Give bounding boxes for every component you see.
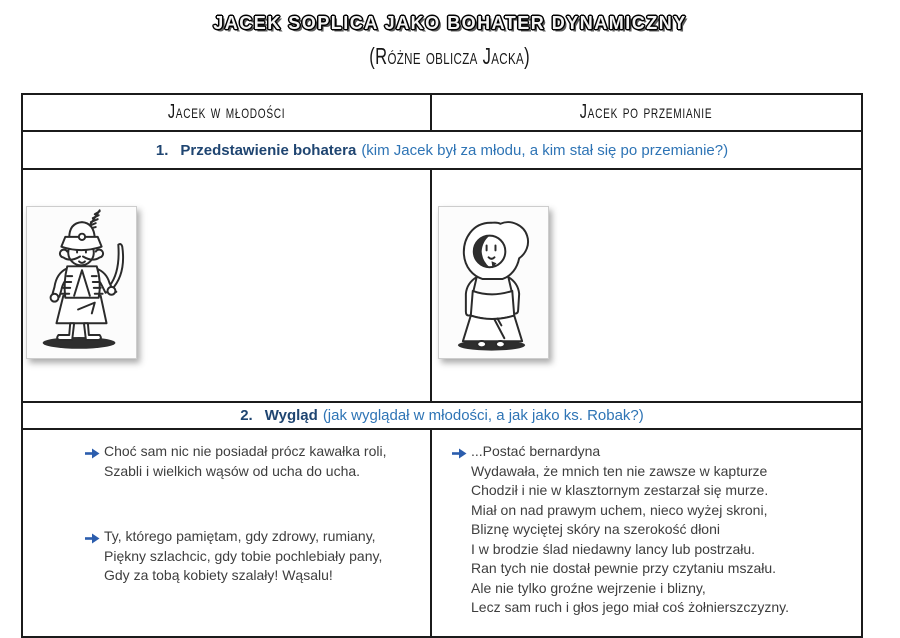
quote-line: Bliznę wyciętej skóry na szerokość dłoni bbox=[471, 521, 720, 537]
document-subtitle-text: (Różne oblicza Jacka) bbox=[369, 43, 531, 69]
quotes-cell-young bbox=[23, 430, 432, 636]
quote-line: Szabli i wielkich wąsów od ucha do ucha. bbox=[104, 462, 361, 479]
young-nobleman-drawing bbox=[26, 206, 137, 359]
quote-line: Choć sam nic nie posiadał prócz kawałka roli, bbox=[104, 443, 387, 459]
quote-line: I w brodzie ślad niedawny lancy lub postrzału. bbox=[471, 540, 756, 557]
section-1-title: Przedstawienie bohatera bbox=[180, 141, 357, 159]
quote-young-2 bbox=[85, 527, 430, 586]
quote-monk-1 bbox=[452, 442, 861, 618]
hooded-monk-drawing bbox=[438, 206, 549, 359]
quote-young-1-text bbox=[104, 442, 386, 481]
quote-line: Piękny szlachcic, gdy tobie pochlebiały pany, bbox=[104, 547, 383, 564]
hooded-monk-illustration bbox=[439, 207, 548, 358]
quote-line: Wydawała, że mnich ten nie zawsze w kapturze bbox=[471, 462, 768, 479]
section-2-heading-row bbox=[23, 403, 861, 430]
arrow-bullet-icon bbox=[452, 446, 471, 464]
section-2-title: Wygląd bbox=[264, 407, 318, 424]
document-title: JACEK SOPLICA JAKO BOHATER DYNAMICZNY bbox=[213, 13, 687, 33]
illustration-cell-young bbox=[23, 170, 432, 401]
column-header-jacek-after bbox=[432, 95, 861, 130]
column-header-jacek-young bbox=[23, 95, 432, 130]
quote-line: ...Postać bernardyna bbox=[471, 443, 601, 459]
document-subtitle bbox=[0, 43, 900, 70]
young-nobleman-illustration bbox=[27, 207, 136, 358]
quote-line: Gdy za tobą kobiety szalały! Wąsalu! bbox=[104, 567, 333, 583]
arrow-bullet-icon bbox=[85, 531, 104, 549]
illustrations-row bbox=[23, 170, 861, 403]
quote-young-1 bbox=[85, 442, 430, 481]
quote-monk-1-text bbox=[471, 442, 789, 618]
section-1-hint: (kim Jacek był za młodu, a kim stał się po przemianie?) bbox=[361, 141, 729, 159]
quote-line: Miał on nad prawym uchem, nieco wyżej skroni, bbox=[471, 501, 768, 518]
arrow-bullet-icon bbox=[85, 446, 104, 464]
column-header-jacek-after-label: Jacek po przemianie bbox=[580, 101, 713, 123]
quotes-row bbox=[23, 430, 861, 636]
quote-line: Ran tych nie dostał pewnie przy czytaniu mszału. bbox=[471, 560, 777, 576]
column-header-jacek-young-label: Jacek w młodości bbox=[167, 101, 286, 123]
quote-line: Lecz sam ruch i głos jego miał coś żołnierszczyzny. bbox=[471, 599, 789, 615]
section-1-heading-row bbox=[23, 132, 861, 170]
table-header-row bbox=[23, 95, 861, 132]
quotes-cell-monk bbox=[432, 430, 861, 636]
illustration-cell-monk bbox=[432, 170, 861, 401]
quote-line: Ty, którego pamiętam, gdy zdrowy, rumiany, bbox=[104, 528, 376, 544]
quote-line: Chodził i nie w klasztornym zestarzał się murze. bbox=[471, 482, 769, 498]
quote-line: Ale nie tylko groźne wejrzenie i blizny, bbox=[471, 579, 706, 596]
section-2-hint: (jak wyglądał w młodości, a jak jako ks. Robak?) bbox=[322, 407, 644, 424]
section-1-number: 1. bbox=[155, 141, 169, 159]
section-2-number: 2. bbox=[240, 407, 253, 424]
comparison-table bbox=[21, 93, 863, 638]
quote-young-2-text bbox=[104, 527, 382, 586]
